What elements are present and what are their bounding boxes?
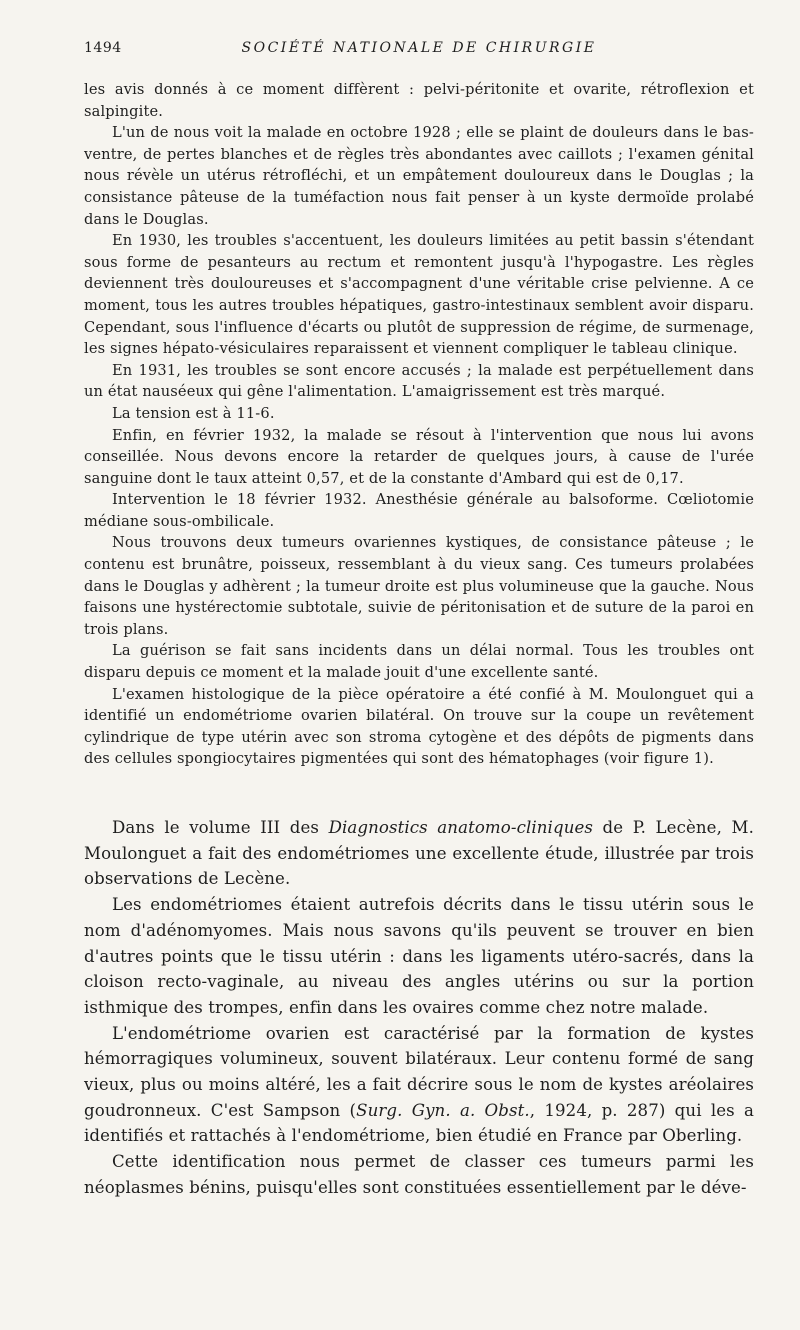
case-report-section [84, 79, 754, 770]
page-header [84, 40, 754, 62]
discussion-paragraph: Les endométriomes étaient autrefois décrits dans le tissu utérin sous le nom d'adénomyomes. Mais nous savons qu'ils peuvent se trouver en bien d'autres points que le tissu utérin : dans les ligaments utéro-sacrés, dans la cloison recto-vaginale, au niveau des angles utérins ou sur la portion isthmique des trompes, enfin dans les ovaires comme chez notre malade. [84, 895, 754, 1017]
case-paragraph: L'un de nous voit la malade en octobre 1928 ; elle se plaint de douleurs dans le bas-ventre, de pertes blanches et de règles très abondantes avec caillots ; l'examen génital nous révèle un utérus rétrofléchi, et un empâtement douloureux dans le Douglas ; la consistance pâteuse de la tuméfaction nous fait penser à un kyste dermoïde prolabé dans le Douglas. [84, 124, 754, 228]
text-run: Dans le volume III des [112, 818, 329, 837]
case-paragraph: L'examen histologique de la pièce opératoire a été confié à M. Moulonguet qui a identifié un endométriome ovarien bilatéral. On trouve sur la coupe un revêtement cylindrique de type utérin avec son stroma cytogène et des dépôts de pigments dans des cellules spongiocytaires pigmentées qui sont des hématophages (voir figure 1). [84, 685, 754, 768]
case-paragraph: Nous trouvons deux tumeurs ovariennes kystiques, de consistance pâteuse ; le contenu est brunâtre, poisseux, ressemblant à du vieux sang. Ces tumeurs prolabées dans le Douglas y adhèrent ; la tumeur droite est plus volumineuse que la gauche. Nous faisons une hystérectomie subtotale, suivie de péritonisation et de suture de la paroi en trois plans. [84, 534, 754, 638]
journal-citation: Surg. Gyn. a. Obst. [356, 1100, 530, 1120]
case-paragraph: En 1930, les troubles s'accentuent, les douleurs limitées au petit bassin s'étendant sous forme de pesanteurs au rectum et remontent jusqu'à l'hypogastre. Les règles deviennent très douloureuses et s'accompagnent d'une véritable crise pelvienne. A ce moment, tous les autres troubles hépatiques, gastro-intestinaux semblent avoir disparu. Cependant, sous l'influence d'écarts ou plutôt de suppression de régime, de surmenage, les signes hépato-vésiculaires reparaissent et viennent compliquer le tableau clinique. [84, 232, 754, 358]
case-paragraph: les avis donnés à ce moment diffèrent : pelvi-péritonite et ovarite, rétroflexion et salpingite. [84, 81, 754, 120]
case-paragraph: Enfin, en février 1932, la malade se résout à l'intervention que nous lui avons conseillée. Nous devons encore la retarder de quelques jours, à cause de l'urée sanguine dont le taux atteint 0,57, et de la constante d'Ambard qui est de 0,17. [84, 426, 754, 487]
case-paragraph: Intervention le 18 février 1932. Anesthésie générale au balsoforme. Cœliotomie médiane sous-ombilicale. [84, 491, 754, 530]
case-paragraph: En 1931, les troubles se sont encore accusés ; la malade est perpétuellement dans un état nauséeux qui gêne l'alimentation. L'amaigrissement est très marqué. [84, 361, 754, 401]
case-paragraph: La guérison se fait sans incidents dans un délai normal. Tous les troubles ont disparu depuis ce moment et la malade jouit d'une excellente santé. [84, 642, 754, 682]
discussion-paragraph [84, 815, 754, 892]
text-run: de P. Lecène, M. Moulonguet a fait des endométriomes une excellente étude, illustrée par trois observations de Lecène. [84, 818, 754, 889]
case-paragraph: La tension est à 11-6. [112, 404, 275, 422]
text-run: , 1924, p. 287) qui les a identifiés et rattachés à l'endométriome, bien étudié en France par Oberling. [84, 1100, 754, 1146]
discussion-paragraph [84, 1021, 754, 1150]
discussion-paragraph: Cette identification nous permet de classer ces tumeurs parmi les néoplasmes bénins, puisqu'elles sont constituées essentiellement par le déve- [84, 1152, 754, 1197]
running-head: SOCIÉTÉ NATIONALE DE CHIRURGIE [241, 40, 597, 56]
book-title: Diagnostics anatomo-cliniques [328, 818, 594, 837]
discussion-section [84, 815, 754, 1201]
text-run: L'endométriome ovarien est caractérisé par la formation de kystes hémorragiques volumineux, souvent bilatéraux. Leur contenu formé de sang vieux, plus ou moins altéré, les a fait décrire sous le nom de kystes aréolaires goudronneux. C'est Sampson ( [84, 1023, 754, 1120]
page-number: 1494 [84, 40, 122, 56]
